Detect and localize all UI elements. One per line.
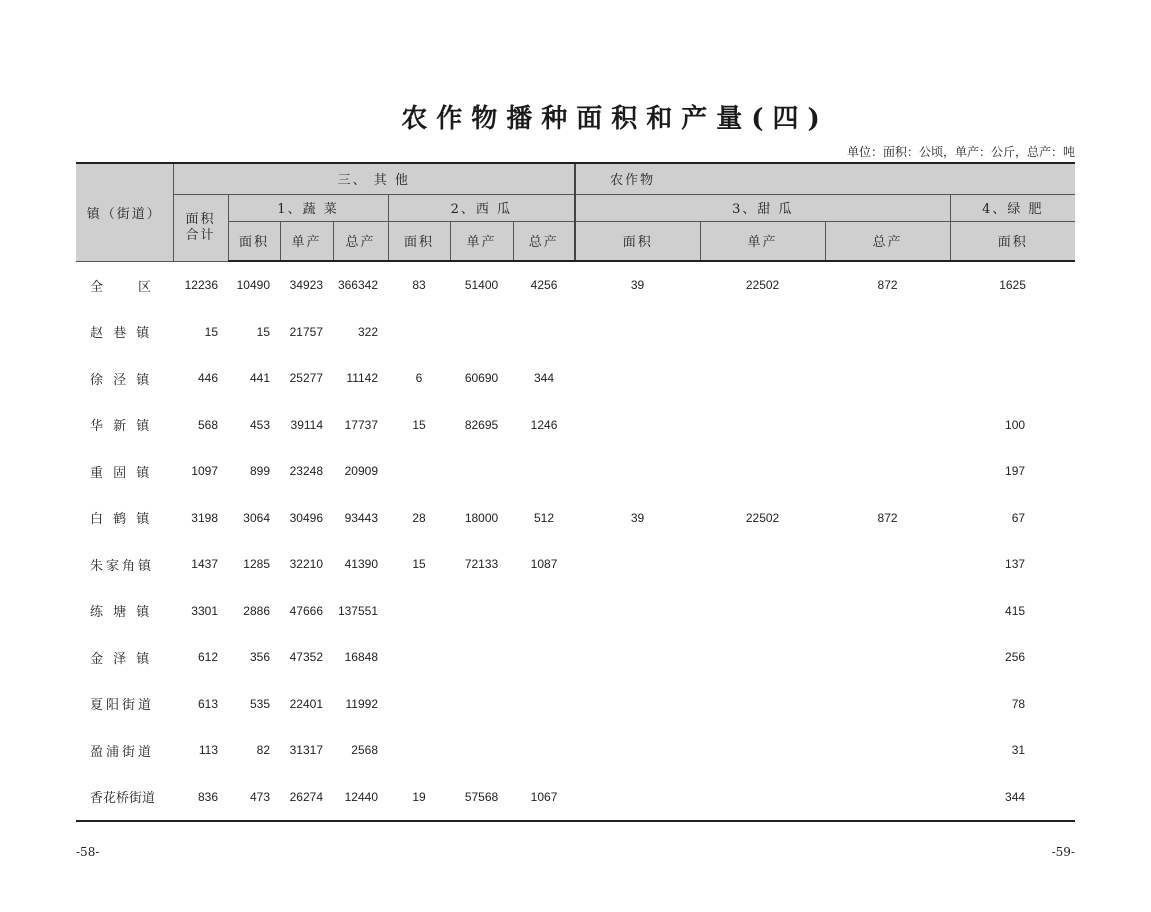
- cell-sm-output: [825, 634, 950, 681]
- table-row: [76, 309, 1075, 356]
- cell-sm-yield: [700, 588, 825, 635]
- cell-veg-output: 11142: [346, 371, 378, 386]
- cell-wm-output: [513, 681, 575, 728]
- header-wm-output: 总产: [513, 221, 575, 261]
- cell-gm-area: 344: [950, 774, 1075, 822]
- cell-area-total: 15: [204, 324, 218, 339]
- cell-veg-area: 535: [249, 696, 270, 711]
- row-name: 赵 巷 镇: [90, 326, 153, 342]
- cell-veg-yield: 26274: [280, 774, 333, 822]
- cell-sm-yield: 22502: [745, 278, 780, 293]
- table-row: [76, 448, 1075, 495]
- cell-wm-area: [388, 681, 450, 728]
- cell-veg-output: 17737: [344, 417, 378, 432]
- cell-sm-yield: [700, 309, 825, 356]
- page-title: 农作物播种面积和产量(四): [401, 104, 829, 134]
- cell-wm-yield: 82695: [464, 417, 499, 432]
- cell-sm-area: [575, 774, 700, 822]
- row-name: 全 区: [90, 278, 155, 294]
- cell-veg-area: 473: [228, 774, 280, 822]
- cell-veg-area: 453: [249, 417, 270, 432]
- cell-sm-yield: [700, 727, 825, 774]
- cell-wm-yield: 60690: [464, 371, 499, 386]
- cell-wm-area: [388, 727, 450, 774]
- cell-sm-area: 39: [630, 278, 645, 293]
- cell-sm-output: [825, 588, 950, 635]
- header-veg-area: 面积: [228, 221, 280, 261]
- cell-wm-area: 83: [412, 278, 426, 293]
- cell-wm-output: [513, 588, 575, 635]
- cell-area-total: 113: [198, 743, 218, 758]
- cell-veg-area: 356: [249, 650, 270, 665]
- cell-veg-yield: 30496: [289, 510, 323, 525]
- cell-wm-output: 1246: [530, 417, 558, 432]
- cell-gm-area: 67: [1011, 510, 1026, 525]
- cell-wm-output: 1087: [530, 557, 558, 572]
- table-row: [76, 541, 1075, 588]
- cell-sm-output: [825, 727, 950, 774]
- cell-sm-area: [575, 634, 700, 681]
- cell-gm-area: 31: [1011, 743, 1026, 758]
- cell-sm-area: [575, 355, 700, 402]
- cell-area-total: 3301: [191, 603, 218, 618]
- cell-sm-area: 39: [630, 510, 645, 525]
- cell-sm-area: [575, 448, 700, 495]
- cell-gm-area: 415: [1005, 603, 1026, 618]
- cell-wm-yield: [450, 588, 513, 635]
- row-name: 重 固 镇: [90, 465, 153, 481]
- cell-veg-area: 1285: [243, 557, 270, 572]
- cell-veg-output: 93443: [344, 510, 378, 525]
- row-name: 香花桥街道: [76, 774, 173, 822]
- cell-wm-area: 6: [415, 371, 423, 386]
- cell-veg-output: 322: [357, 324, 378, 339]
- cell-veg-yield: 31317: [289, 743, 323, 758]
- header-veg: 1、蔬 菜: [228, 194, 388, 221]
- page-number-left: -58-: [76, 845, 100, 859]
- cell-veg-output: 12440: [333, 774, 388, 822]
- cell-veg-area: 10490: [236, 278, 270, 293]
- cell-veg-area: 899: [249, 464, 270, 479]
- cell-wm-output: 344: [534, 371, 555, 386]
- table-row: [76, 495, 1075, 542]
- cell-wm-yield: [450, 727, 513, 774]
- header-veg-output: 总产: [333, 221, 388, 261]
- cell-veg-yield: 32210: [289, 557, 323, 572]
- row-name: 练 塘 镇: [90, 605, 153, 621]
- cell-veg-yield: 34923: [289, 278, 323, 293]
- table-row: [76, 634, 1075, 681]
- table-row: [76, 681, 1075, 728]
- cell-wm-area: 15: [412, 557, 426, 572]
- cell-sm-output: [825, 355, 950, 402]
- cell-veg-yield: 23248: [289, 464, 323, 479]
- cell-sm-yield: [700, 402, 825, 449]
- table-row: [76, 774, 1075, 822]
- cell-wm-area: 28: [412, 510, 426, 525]
- cell-wm-output: [513, 634, 575, 681]
- cell-veg-output: 137551: [337, 603, 378, 618]
- cell-gm-area: [950, 309, 1075, 356]
- cell-wm-output: 1067: [513, 774, 575, 822]
- cell-wm-yield: [450, 681, 513, 728]
- cell-wm-area: 15: [412, 417, 426, 432]
- cell-veg-area: 3064: [243, 510, 270, 525]
- cell-wm-area: 19: [388, 774, 450, 822]
- cell-gm-area: 137: [1005, 557, 1026, 572]
- cell-sm-output: [825, 541, 950, 588]
- cell-veg-output: 41390: [344, 557, 378, 572]
- cell-veg-output: 20909: [344, 464, 378, 479]
- header-wm-area: 面积: [388, 221, 450, 261]
- cell-sm-yield: [700, 448, 825, 495]
- cell-wm-yield: 51400: [464, 278, 499, 293]
- cell-veg-area: 2886: [243, 603, 270, 618]
- cell-area-total: 1097: [191, 464, 218, 479]
- cell-gm-area: 1625: [999, 278, 1026, 293]
- cell-sm-area: [575, 727, 700, 774]
- crop-table: [76, 162, 1075, 822]
- cell-wm-area: [388, 634, 450, 681]
- cell-gm-area: 197: [1005, 464, 1026, 479]
- cell-sm-area: [575, 402, 700, 449]
- header-gm-area: 面积: [950, 221, 1075, 261]
- header-wm-yield: 单产: [450, 221, 513, 261]
- cell-wm-yield: [450, 634, 513, 681]
- cell-veg-output: 366342: [337, 278, 378, 293]
- cell-sm-output: [825, 448, 950, 495]
- header-group-right: 农作物: [575, 163, 1075, 194]
- page-number-right: -59-: [1051, 845, 1075, 859]
- row-name: 朱家角镇: [90, 558, 155, 574]
- cell-sm-output: [825, 774, 950, 822]
- cell-area-total: 3198: [191, 510, 218, 525]
- cell-veg-output: 2568: [351, 743, 378, 758]
- row-name: 华 新 镇: [90, 419, 153, 435]
- cell-area-total: 568: [197, 417, 218, 432]
- cell-veg-output: 16848: [344, 650, 378, 665]
- header-sm-area: 面积: [575, 221, 700, 261]
- cell-area-total: 836: [173, 774, 228, 822]
- cell-area-total: 612: [197, 650, 218, 665]
- cell-veg-area: 441: [249, 371, 270, 386]
- cell-sm-area: [575, 309, 700, 356]
- row-name: 白 鹤 镇: [90, 512, 153, 528]
- cell-area-total: 613: [197, 696, 218, 711]
- header-sm-output: 总产: [825, 221, 950, 261]
- cell-area-total: 1437: [191, 557, 218, 572]
- cell-sm-yield: [700, 774, 825, 822]
- cell-wm-output: [513, 727, 575, 774]
- cell-area-total: 12236: [184, 278, 218, 292]
- cell-veg-yield: 22401: [289, 696, 323, 711]
- cell-sm-yield: 22502: [745, 510, 780, 525]
- cell-wm-output: 512: [534, 510, 555, 525]
- cell-wm-yield: 57568: [450, 774, 513, 822]
- cell-sm-yield: [700, 541, 825, 588]
- cell-gm-area: 78: [1011, 696, 1026, 711]
- table-row: [76, 355, 1075, 402]
- table-row: [76, 261, 1075, 309]
- cell-area-total: 446: [197, 371, 218, 386]
- cell-wm-output: 4256: [530, 278, 558, 293]
- row-name: 金 泽 镇: [90, 651, 153, 667]
- cell-veg-yield: 25277: [289, 371, 323, 386]
- cell-wm-output: [513, 448, 575, 495]
- row-name: 徐 泾 镇: [90, 372, 153, 388]
- cell-sm-output: [825, 402, 950, 449]
- cell-wm-area: [388, 588, 450, 635]
- table-row: [76, 402, 1075, 449]
- cell-wm-yield: 18000: [464, 510, 499, 525]
- cell-wm-output: [513, 309, 575, 356]
- cell-sm-yield: [700, 681, 825, 728]
- unit-note: 单位：面积：公顷，单产：公斤，总产：吨: [846, 145, 1075, 159]
- cell-sm-output: [825, 681, 950, 728]
- cell-veg-area: 15: [256, 324, 270, 339]
- cell-sm-area: [575, 588, 700, 635]
- cell-sm-output: 872: [877, 278, 898, 293]
- cell-sm-output: [825, 309, 950, 356]
- cell-gm-area: 256: [1005, 650, 1026, 665]
- cell-wm-yield: [450, 309, 513, 356]
- header-sm-yield: 单产: [700, 221, 825, 261]
- cell-sm-area: [575, 681, 700, 728]
- row-name: 夏阳街道: [90, 698, 155, 714]
- header-green-manure: 4、绿 肥: [950, 194, 1075, 221]
- cell-gm-area: 100: [1005, 417, 1026, 432]
- cell-veg-area: 82: [256, 743, 270, 758]
- cell-gm-area: [950, 355, 1075, 402]
- header-veg-yield: 单产: [280, 221, 333, 261]
- cell-veg-yield: 21757: [289, 324, 323, 339]
- cell-wm-area: [388, 448, 450, 495]
- cell-veg-yield: 47352: [289, 650, 323, 665]
- cell-veg-output: 11992: [345, 696, 378, 711]
- table-row: [76, 727, 1075, 774]
- cell-veg-yield: 47666: [289, 603, 323, 618]
- header-group-left: 三、 其 他: [173, 163, 575, 194]
- row-name: 盈浦街道: [90, 744, 155, 760]
- cell-veg-yield: 39114: [290, 417, 323, 432]
- header-watermelon: 2、西 瓜: [388, 194, 575, 221]
- cell-sm-yield: [700, 634, 825, 681]
- header-sweet-melon: 3、甜 瓜: [575, 194, 950, 221]
- cell-sm-yield: [700, 355, 825, 402]
- cell-wm-yield: 72133: [464, 557, 499, 572]
- cell-wm-yield: [450, 448, 513, 495]
- header-town: 镇（街道）: [76, 163, 173, 261]
- cell-sm-area: [575, 541, 700, 588]
- cell-wm-area: [388, 309, 450, 356]
- cell-sm-output: 872: [877, 510, 898, 525]
- table-row: [76, 588, 1075, 635]
- header-area-total: 面积 合计: [173, 194, 228, 261]
